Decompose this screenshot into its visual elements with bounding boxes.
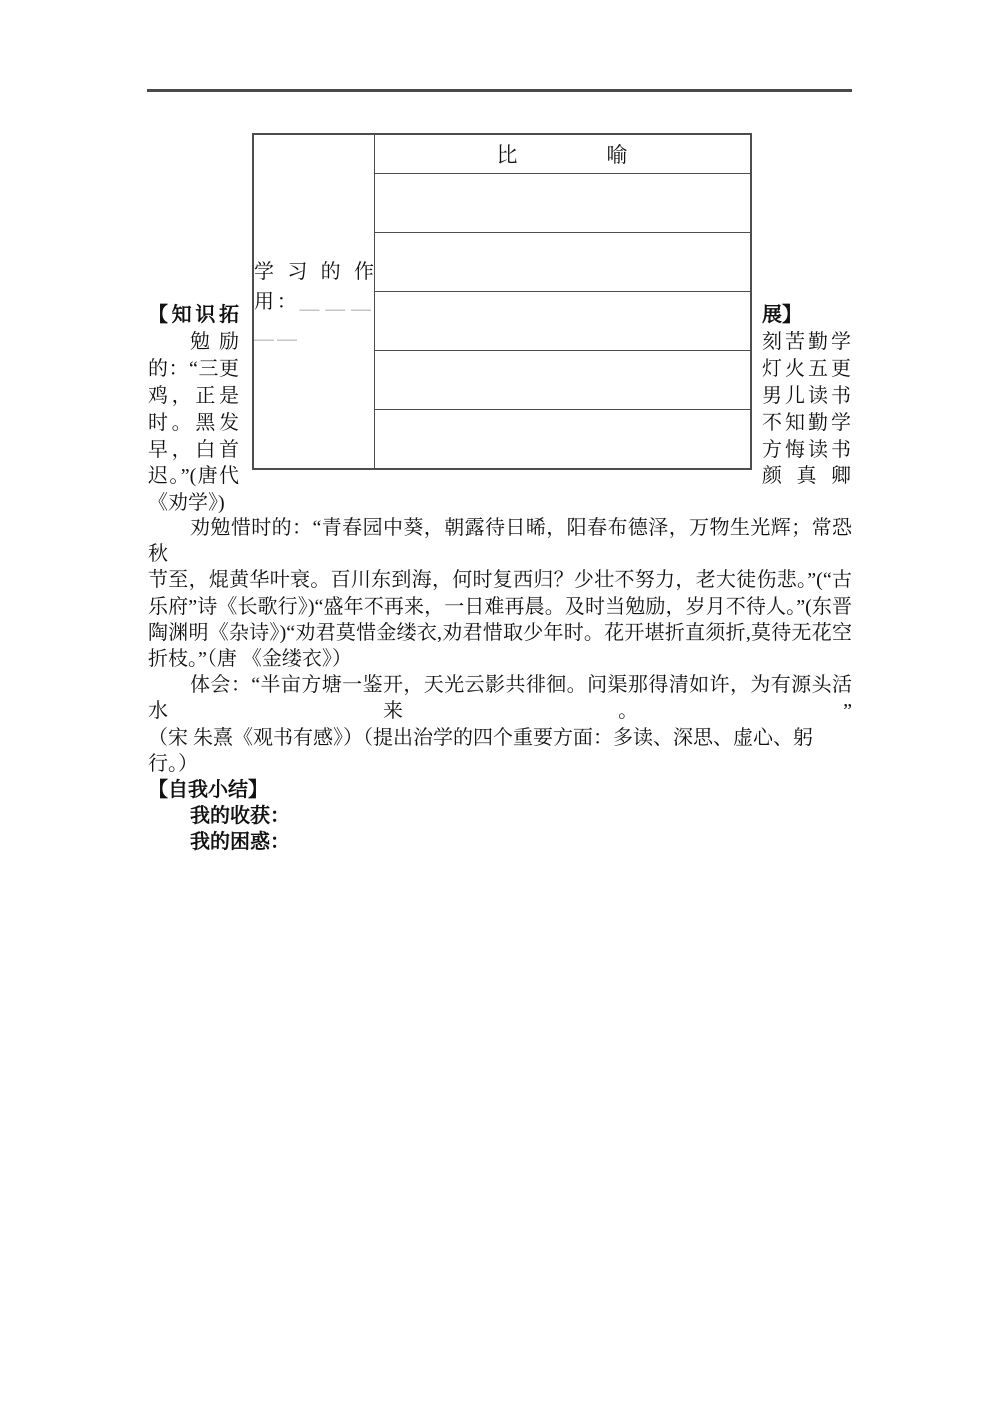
body-text-line: 折枝。”（唐 《金缕衣》） xyxy=(148,648,352,671)
table-empty-cell xyxy=(375,233,752,292)
wrap-right-line: 男儿读书 xyxy=(762,384,851,407)
wrap-left-line: 迟。”(唐代 xyxy=(148,465,239,488)
body-text-line: 体会：“半亩方塘一鉴开，天光云影共徘徊。问渠那得清如许，为有源头活水来。” xyxy=(148,674,852,723)
wrap-text-left-column xyxy=(148,302,239,517)
knowledge-expansion-heading-left: 【知识拓 xyxy=(148,304,239,326)
learning-function-metaphor-table xyxy=(252,133,752,470)
table-empty-cell xyxy=(375,292,752,351)
body-text-line: 陶渊明《杂诗》)“劝君莫惜金缕衣,劝君惜取少年时。花开堪折直须折,莫待无花空 xyxy=(148,621,852,644)
wrap-left-line: 的：“三更 xyxy=(148,357,239,380)
wrap-right-line: 方悔读书 xyxy=(762,438,851,461)
header-horizontal-rule xyxy=(147,89,852,92)
knowledge-expansion-heading-right: 展】 xyxy=(762,304,802,326)
corner-cell-line: 学习的作 xyxy=(254,260,374,283)
my-doubts-line: 我的困惑： xyxy=(190,831,290,854)
table-empty-cell xyxy=(375,174,752,233)
body-text-line: 乐府”诗《长歌行》)“盛年不再来，一日难再晨。及时当勉励，岁月不待人。”(东晋 xyxy=(148,595,852,618)
blank-underscore-line: ＿＿＿ xyxy=(299,290,374,313)
corner-cell-line xyxy=(254,317,374,347)
wrap-right-line: 颜真卿 xyxy=(762,465,851,488)
body-text-line: （宋 朱熹《观书有感》）（提出治学的四个重要方面：多读、深思、虚心、躬行。） xyxy=(148,726,813,775)
wrap-left-line: 勉励 xyxy=(190,330,239,353)
corner-cell-line: 用：＿＿＿ xyxy=(254,290,374,313)
table-empty-cell xyxy=(375,410,752,470)
self-summary-heading: 【自我小结】 xyxy=(148,779,268,802)
wrap-text-right-column xyxy=(762,302,851,490)
wrap-left-line: 《劝学》) xyxy=(148,492,225,515)
wrap-right-line: 不知勤学 xyxy=(762,411,851,434)
body-text-line: 节至，焜黄华叶衰。百川东到海，何时复西归？少壮不努力，老大徒伤悲。”(“古 xyxy=(148,569,852,592)
wrap-left-line: 鸡，正是 xyxy=(148,384,239,407)
table-body xyxy=(253,134,751,469)
blank-underscore-line: ＿＿ xyxy=(254,320,300,343)
wrap-right-line: 刻苦勤学 xyxy=(762,330,851,353)
wrap-left-line: 时。黑发 xyxy=(148,411,239,434)
table-header-row xyxy=(253,134,751,174)
body-text-block xyxy=(148,515,852,856)
wrap-left-line: 早，白首 xyxy=(148,438,239,461)
table-empty-cell xyxy=(375,351,752,410)
metaphor-header-cell: 比 喻 xyxy=(375,134,752,174)
my-gains-line: 我的收获： xyxy=(190,805,290,828)
body-text-line: 劝勉惜时的：“青春园中葵，朝露待日晞，阳春布德泽，万物生光辉；常恐秋 xyxy=(148,517,852,566)
learning-function-corner-cell xyxy=(253,134,375,469)
wrap-right-line: 灯火五更 xyxy=(762,357,851,380)
